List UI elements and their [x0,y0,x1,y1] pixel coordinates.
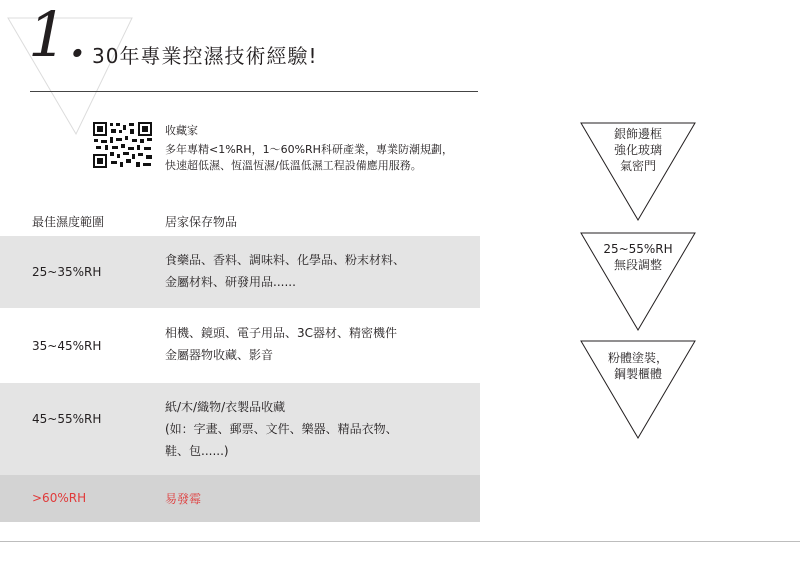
table-row [0,383,480,475]
feature-line: 25~55%RH [603,242,673,256]
description-line: 多年專精<1%RH，1～60%RH科研產業，專業防潮規劃， [165,143,453,156]
section-number: 1. [28,0,88,71]
storage-items [165,249,405,293]
column-header-items: 居家保存物品 [165,215,238,229]
humidity-range: >60%RH [32,491,87,505]
feature-line: 鋼製櫃體 [613,367,662,381]
feature-label [580,241,696,273]
company-description [165,142,475,174]
storage-items [165,396,398,462]
table-row-warning [0,475,480,522]
item-line: 金屬器物收藏、影音 [165,348,274,362]
column-header-humidity: 最佳濕度範圍 [32,215,105,229]
item-line: 金屬材料、研發用品...... [165,275,296,289]
item-line: 紙/木/織物/衣製品收藏 [165,400,286,414]
feature-label [580,350,696,382]
feature-line: 銀飾邊框 [613,127,662,141]
item-line: 食藥品、香料、調味料、化學品、粉末材料、 [165,253,406,267]
section-title: 30年專業控濕技術經驗! [92,44,318,68]
feature-line: 氣密門 [619,159,656,173]
item-line: 鞋、包......) [165,444,229,458]
feature-line: 強化玻璃 [613,143,662,157]
feature-line: 粉體塗裝， [607,351,668,365]
company-name: 收藏家 [165,124,198,137]
qr-code-icon [92,121,154,169]
storage-items [165,488,201,510]
item-line: (如：字畫、郵票、文件、樂器、精品衣物、 [165,422,398,436]
table-row [0,236,480,308]
feature-line: 無段調整 [613,258,662,272]
feature-label [580,126,696,174]
humidity-range: 45~55%RH [32,412,102,426]
page-bottom-divider [0,541,800,542]
description-line: 快速超低濕、恆溫恆濕/低溫低濕工程設備應用服務。 [165,159,422,172]
item-line: 易發霉 [165,492,202,506]
item-line: 相機、鏡頭、電子用品、3C器材、精密機件 [165,326,398,340]
title-divider [30,91,478,92]
storage-items [165,322,397,366]
humidity-range: 35~45%RH [32,339,102,353]
humidity-range: 25~35%RH [32,265,102,279]
table-row [0,308,480,383]
